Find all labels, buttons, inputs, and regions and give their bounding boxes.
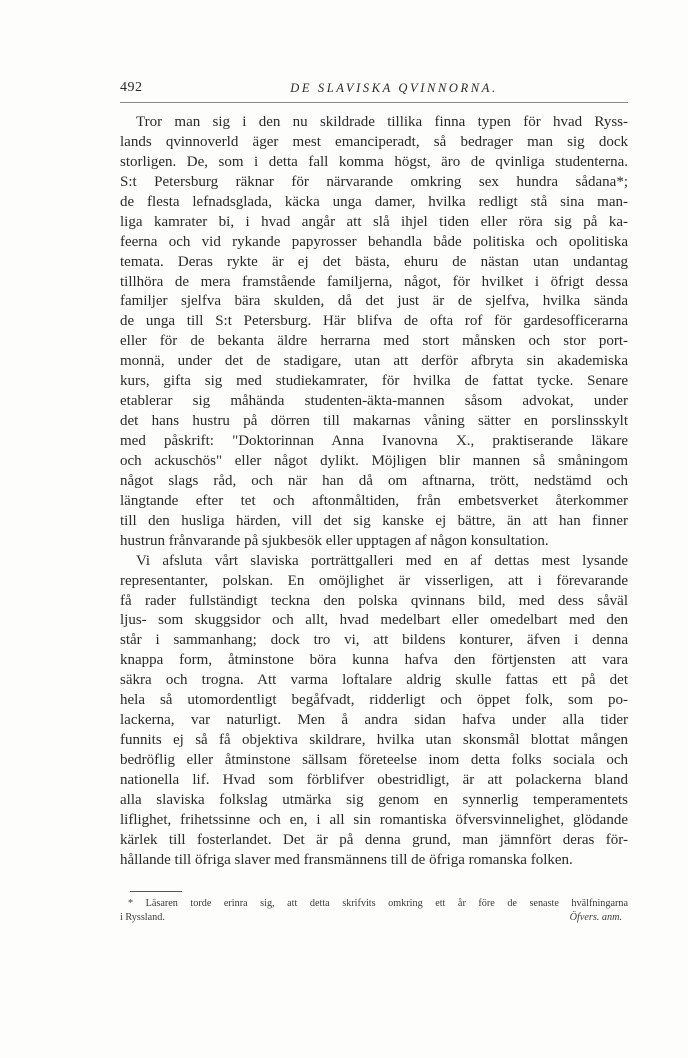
text-line: feerna och vid rykande papyrosser behandla både politiska och opolitiska [120, 233, 628, 250]
text-line: alla slaviska folkslag utmärka sig genom en synnerlig temperamentets [120, 791, 628, 808]
text-line: knappa form, åtminstone böra kunna hafva den förtjensten att vara [120, 652, 628, 669]
body-text [120, 113, 628, 871]
text-line: tillhöra de mera framstående familjerna, något, för hvilket i öfrigt dessa [120, 273, 628, 290]
text-line: och ackuschös" eller något dylikt. Möjligen blir mannen så småningom [120, 452, 628, 469]
text-line: liflighet, frihetssinne och en, i all sin romantiska öfversvinnelighet, glödande [120, 811, 628, 828]
text-line: längtande efter tet och aftonmåltiden, från embetsverket återkommer [120, 492, 628, 509]
text-line: monnä, under det de stadigare, utan att derför afbryta sin akademiska [120, 353, 628, 370]
text-line: Tror man sig i den nu skildrade tillika finna typen för hvad Ryss- [136, 114, 628, 130]
text-line: säkra och trogna. Att varma loftalare aldrig skulle fattas ett på det [120, 672, 628, 689]
text-line: står i sammanhang; dock tro vi, att bildens konturer, äfven i denna [120, 632, 628, 649]
text-line: eller för de bekanta äldre herrarna med stort månsken och stor port- [120, 333, 628, 350]
text-line: lackerna, var naturligt. Men å andra sidan hafva under alla tider [120, 712, 628, 729]
text-line: temata. Deras rykte är ej det bästa, ehuru de nästan utan undantag [120, 253, 628, 270]
text-line: hustrun frånvarande på sjukbesök eller upptagen af någon konsultation. [120, 532, 549, 549]
text-line: kärlek till fosterlandet. Det är på denna grund, man jämnfört deras för- [120, 831, 628, 848]
text-line: de flesta lefnadsglada, käcka unga damer, hvilka redligt stå sina man- [120, 193, 628, 210]
text-line: hållande till öfriga slaver med fransmännens till de öfriga romanska folken. [120, 851, 573, 868]
footnote [120, 897, 628, 925]
text-line: de unga till S:t Petersburg. Här blifva de ofta rof för gardesofficerarna [120, 313, 628, 330]
footnote-last-line [120, 911, 628, 925]
footnote-line: i Ryssland. [120, 912, 165, 923]
footnote-line: * Läsaren torde erinra sig, att detta skrifvits omkring ett år före de senaste hvälfningarna [128, 898, 628, 909]
text-line: något slags råd, och när han då om aftnarna, trött, nedstämd och [120, 472, 628, 489]
text-line: hela så utomordentligt begåfvadt, ridderligt och öppet folk, som po- [120, 692, 628, 709]
text-line: Vi afsluta vårt slaviska porträttgalleri med en af dettas mest lysande [136, 552, 628, 569]
footnote-signature: Öfvers. anm. [569, 912, 622, 923]
text-line: etablerar sig måhända studenten-äkta-mannen såsom advokat, under [120, 393, 628, 410]
text-line: storligen. De, som i detta fall komma högst, äro de qvinliga studenterna. [120, 153, 628, 170]
footnote-divider [130, 891, 182, 892]
text-line: till den husliga härden, vill det sig kanske ej bättre, än att han finner [120, 512, 628, 529]
page-number: 492 [120, 80, 143, 95]
text-line: representanter, polskan. En omöjlighet är visserligen, att i förevarande [120, 572, 628, 589]
text-line: med påskrift: "Doktorinnan Anna Ivanovna X., praktiserande läkare [120, 433, 628, 449]
text-line: S:t Petersburg räknar för närvarande omkring sex hundra sådana*; [120, 173, 628, 190]
text-line: bedröflig eller åtminstone sällsam företeelse inom detta folks sociala och [120, 752, 628, 768]
text-line: nationella lif. Hvad som förblifver obestridligt, är att polackerna bland [120, 771, 628, 788]
text-line: det hans hustru på dörren till makarnas våning sätter en porslinsskylt [120, 413, 628, 430]
text-line: lands qvinnoverld äger mest emanciperadt, så bedrager man sig dock [120, 133, 628, 150]
text-line: kurs, gifta sig med studiekamrater, för hvilka de fattat tycke. Senare [120, 373, 628, 390]
text-line: liga kamrater bi, i hvad angår att slå ihjel tiden eller röra sig på ka- [120, 213, 628, 230]
text-line: ljus- som skuggsidor och allt, hvad medelbart eller omedelbart med den [120, 612, 628, 629]
text-line: få rader fullständigt teckna den polska qvinnans bild, med dess såväl [120, 592, 628, 609]
page-header [120, 80, 628, 103]
running-head: DE SLAVISKA QVINNORNA. [290, 81, 498, 95]
text-line: familjer sjelfva bära skulden, då det just är de sjelfva, hvilka sända [120, 293, 628, 310]
text-line: funnits ej så få objektiva skildrare, hvilka utan skonsmål blottat mången [120, 732, 628, 749]
